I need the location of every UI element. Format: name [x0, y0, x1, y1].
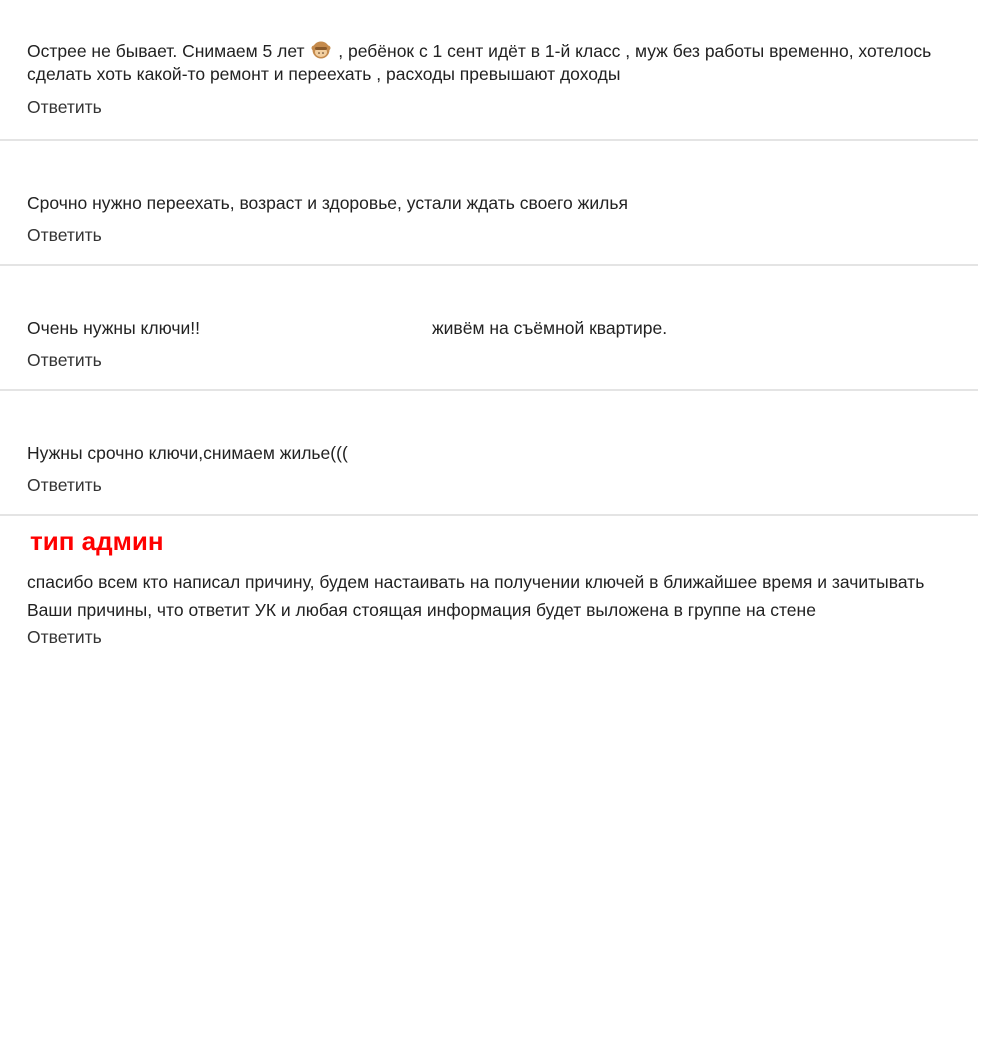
comment-text: [27, 317, 667, 340]
comment-text-line: Ваши причины, что ответит УК и любая стоящая информация будет выложена в группе на стене: [27, 600, 816, 620]
monkey-face-icon: [311, 40, 331, 60]
reply-button[interactable]: Ответить: [27, 225, 102, 245]
comment-item: [0, 0, 978, 141]
comment-text-line: спасибо всем кто написал причину, будем настаивать на получении ключей в ближайшее время и зачитывать: [27, 572, 925, 592]
admin-comment-item: [0, 516, 978, 656]
reply-button[interactable]: Ответить: [27, 97, 102, 117]
reply-button[interactable]: Ответить: [27, 475, 102, 495]
comment-text-part: Острее не бывает. Снимаем 5 лет: [27, 41, 305, 61]
comment-item: [0, 266, 978, 391]
comment-text-part: , ребёнок с 1 сент идёт в 1-й класс , муж без работы временно, хотелось: [338, 41, 932, 61]
comment-text-part: живём на съёмной квартире.: [431, 318, 668, 338]
redacted-gap: [200, 320, 432, 338]
comment-text-part: сделать хоть какой-то ремонт и переехать , расходы превышают доходы: [27, 64, 621, 84]
reply-button[interactable]: Ответить: [27, 350, 102, 370]
comment-text: [27, 40, 977, 86]
comment-item: [0, 391, 978, 516]
comment-text-part: Очень нужны ключи!!: [27, 318, 200, 338]
comment-item: [0, 141, 978, 266]
comment-text: [27, 568, 978, 624]
comment-text: Срочно нужно переехать, возраст и здоровье, устали ждать своего жилья: [27, 193, 628, 213]
comment-text: Нужны срочно ключи,снимаем жилье(((: [27, 443, 348, 463]
author-tag: тип админ: [30, 526, 164, 556]
reply-button[interactable]: Ответить: [27, 627, 102, 647]
